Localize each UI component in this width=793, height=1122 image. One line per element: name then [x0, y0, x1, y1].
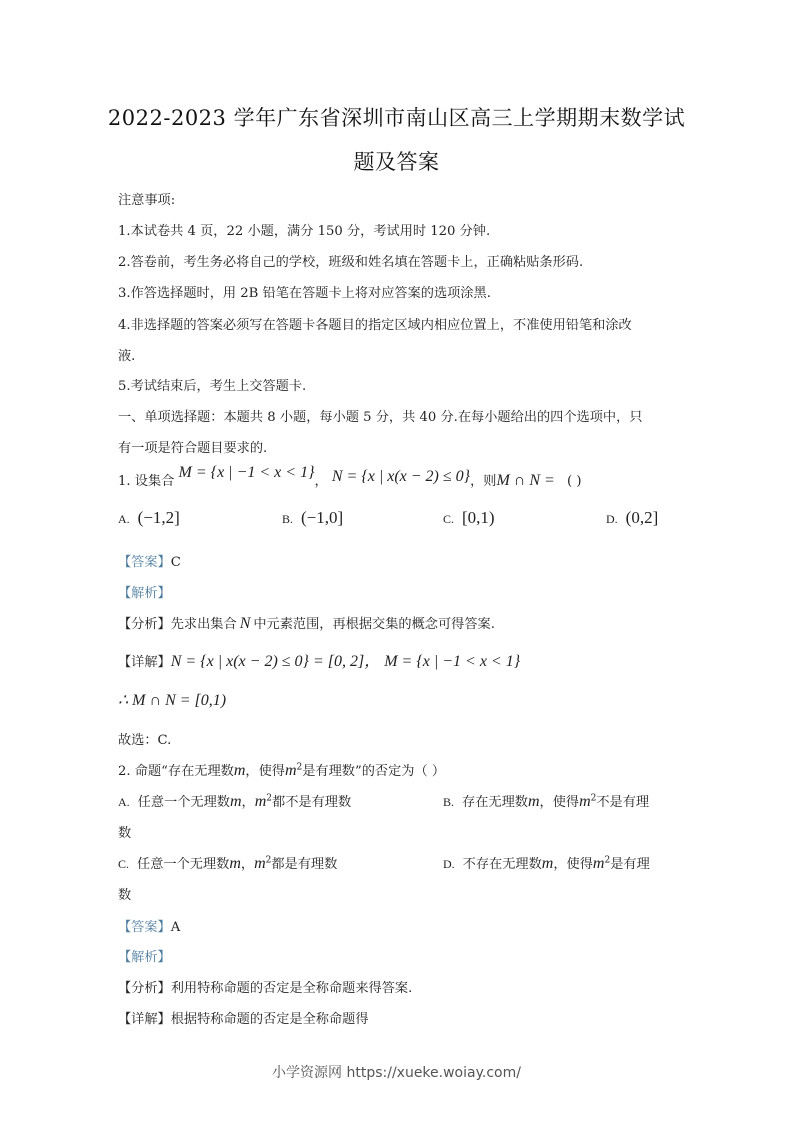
notice-item-4: 4.非选择题的答案必须写在答题卡各题目的指定区域内相应位置上，不准使用铅笔和涂改 [118, 318, 632, 333]
q2-option-c-m: m [229, 855, 241, 872]
q1-set-m: M = {x | −1 < x < 1} [178, 464, 315, 481]
q2-option-d-text-b: ，使得 [553, 857, 593, 872]
q1-therefore: ∴ M ∩ N = [0,1) [118, 692, 227, 709]
q2-option-c [118, 853, 337, 873]
q2-option-c-m2: m [254, 855, 266, 872]
q2-var-m: m [233, 762, 246, 779]
q1-answer [118, 551, 181, 570]
q2-option-a-text-b: ， [241, 795, 255, 810]
q1-option-b-letter: B. [282, 512, 294, 526]
q1-fenxi-label: 【分析】 [118, 617, 171, 632]
q1-sep: ， [314, 474, 328, 489]
q2-option-d-sup: 2 [604, 855, 611, 866]
q2-detail-label: 【详解】 [118, 1012, 171, 1027]
q2-answer-label: 【答案】 [118, 920, 171, 935]
q1-option-a [118, 508, 180, 528]
notice-item-3: 3.作答选择题时，用 2B 铅笔在答题卡上将对应答案的选项涂黑. [118, 286, 491, 301]
question-2-stem [118, 760, 445, 780]
q2-option-c-text-a: 任意一个无理数 [137, 857, 230, 872]
q2-option-b-text-b: ，使得 [539, 795, 580, 810]
notice-item-5: 5.考试结束后，考生上交答题卡. [118, 379, 307, 394]
section-heading-line1: 一、单项选择题：本题共 8 小题，每小题 5 分，共 40 分.在每小题给出的四个选项中，只 [118, 410, 643, 425]
q2-option-c-text-c: 都是有理数 [271, 857, 338, 872]
q1-prefix: 1. 设集合 [118, 474, 175, 489]
q1-fenxi [118, 613, 495, 633]
q1-fenxi-text-a: 先求出集合 [170, 617, 237, 632]
q1-detail-math: N = {x | x(x − 2) ≤ 0} = [0, 2]， M = {x | −1 < x < 1} [170, 653, 521, 670]
q1-detail-label: 【详解】 [118, 655, 171, 670]
q2-fenxi-text: 利用特称命题的否定是全称命题来得答案. [170, 981, 413, 996]
q1-fenxi-text-b: 中元素范围，再根据交集的概念可得答案. [253, 617, 495, 632]
q2-option-c-text-b: ， [240, 857, 255, 872]
q2-stem-a: 2. 命题“存在无理数 [118, 764, 234, 779]
q1-choose: 故选：C. [118, 733, 172, 748]
notice-item-4-cont: 液. [118, 349, 136, 364]
q2-option-c-letter: C. [118, 857, 130, 871]
q1-option-a-value: (−1,2] [137, 508, 180, 527]
q1-option-d [606, 508, 658, 528]
q2-option-d-cont: 数 [118, 888, 132, 903]
q2-option-a-text-a: 任意一个无理数 [137, 795, 230, 810]
q1-option-c-value: [0,1) [462, 508, 495, 527]
q1-option-b-value: (−1,0] [301, 508, 344, 527]
q2-option-c-sup: 2 [265, 855, 272, 866]
section-heading-line2: 有一项是符合题目要求的. [118, 441, 268, 456]
q2-stem-b: ，使得 [245, 764, 285, 779]
q2-answer [118, 916, 180, 935]
q1-detail [118, 648, 520, 671]
q2-stem-c: 是有理数”的否定为（ ） [302, 764, 446, 779]
question-1-stem [118, 464, 582, 490]
q2-option-a-m: m [229, 793, 242, 810]
q1-option-b [282, 508, 343, 528]
q1-option-c [443, 508, 495, 528]
notice-item-1: 1.本试卷共 4 页，22 小题，满分 150 分，考试用时 120 分钟. [118, 224, 491, 239]
q1-option-d-letter: D. [606, 512, 618, 526]
q2-option-d-text-c: 是有理 [610, 857, 650, 872]
q2-option-d-m2: m [592, 855, 605, 872]
q2-option-a-m2: m [254, 793, 267, 810]
q2-option-b-text-c: 不是有理 [596, 795, 650, 810]
q2-option-d [443, 853, 650, 873]
q1-analysis-label: 【解析】 [118, 586, 171, 601]
document-title-line2: 题及答案 [353, 150, 440, 174]
q1-option-c-letter: C. [443, 512, 455, 526]
q2-fenxi [118, 977, 412, 996]
q1-set-n: N = {x | x(x − 2) ≤ 0} [331, 468, 471, 485]
q2-option-b-letter: B. [443, 795, 455, 809]
q2-option-a-letter: A. [118, 795, 130, 809]
q2-answer-value: A [170, 920, 181, 935]
q2-option-a-sup: 2 [266, 793, 273, 804]
q1-blank: ( ) [567, 474, 582, 489]
q2-option-b-cont: 数 [118, 826, 132, 841]
q2-sup: 2 [296, 762, 303, 773]
q2-option-a-text-c: 都不是有理数 [272, 795, 352, 810]
q2-option-b-sup: 2 [590, 793, 597, 804]
q2-var-m2: m [284, 762, 297, 779]
q2-option-a [118, 791, 351, 811]
q1-option-d-value: (0,2] [625, 508, 659, 527]
q2-option-b-m2: m [579, 793, 591, 810]
q1-fenxi-var: N [239, 615, 251, 632]
q2-option-d-letter: D. [443, 857, 455, 871]
q2-option-b-text-a: 存在无理数 [462, 795, 528, 810]
q2-detail [118, 1008, 369, 1027]
q2-detail-text: 根据特称命题的否定是全称命题得 [170, 1012, 369, 1027]
q2-option-b [443, 791, 649, 811]
notice-item-2: 2.答卷前，考生务必将自己的学校，班级和姓名填在答题卡上，正确粘贴条形码. [118, 255, 584, 270]
q2-option-d-m: m [541, 855, 554, 872]
q1-expr: M ∩ N = [496, 472, 555, 489]
q1-answer-value: C [170, 555, 181, 570]
q1-then: ，则 [470, 474, 497, 489]
q1-option-a-letter: A. [118, 512, 130, 526]
q2-option-d-text-a: 不存在无理数 [462, 857, 542, 872]
q2-option-b-m: m [527, 793, 540, 810]
footer-watermark: 小学资源网 https://xueke.woiay.com/ [272, 1065, 521, 1081]
q2-fenxi-label: 【分析】 [118, 981, 171, 996]
q1-answer-label: 【答案】 [118, 555, 171, 570]
notice-heading: 注意事项: [118, 193, 176, 208]
q2-analysis-label: 【解析】 [118, 950, 171, 965]
document-title-line1: 2022-2023 学年广东省深圳市南山区高三上学期期末数学试 [107, 106, 686, 130]
